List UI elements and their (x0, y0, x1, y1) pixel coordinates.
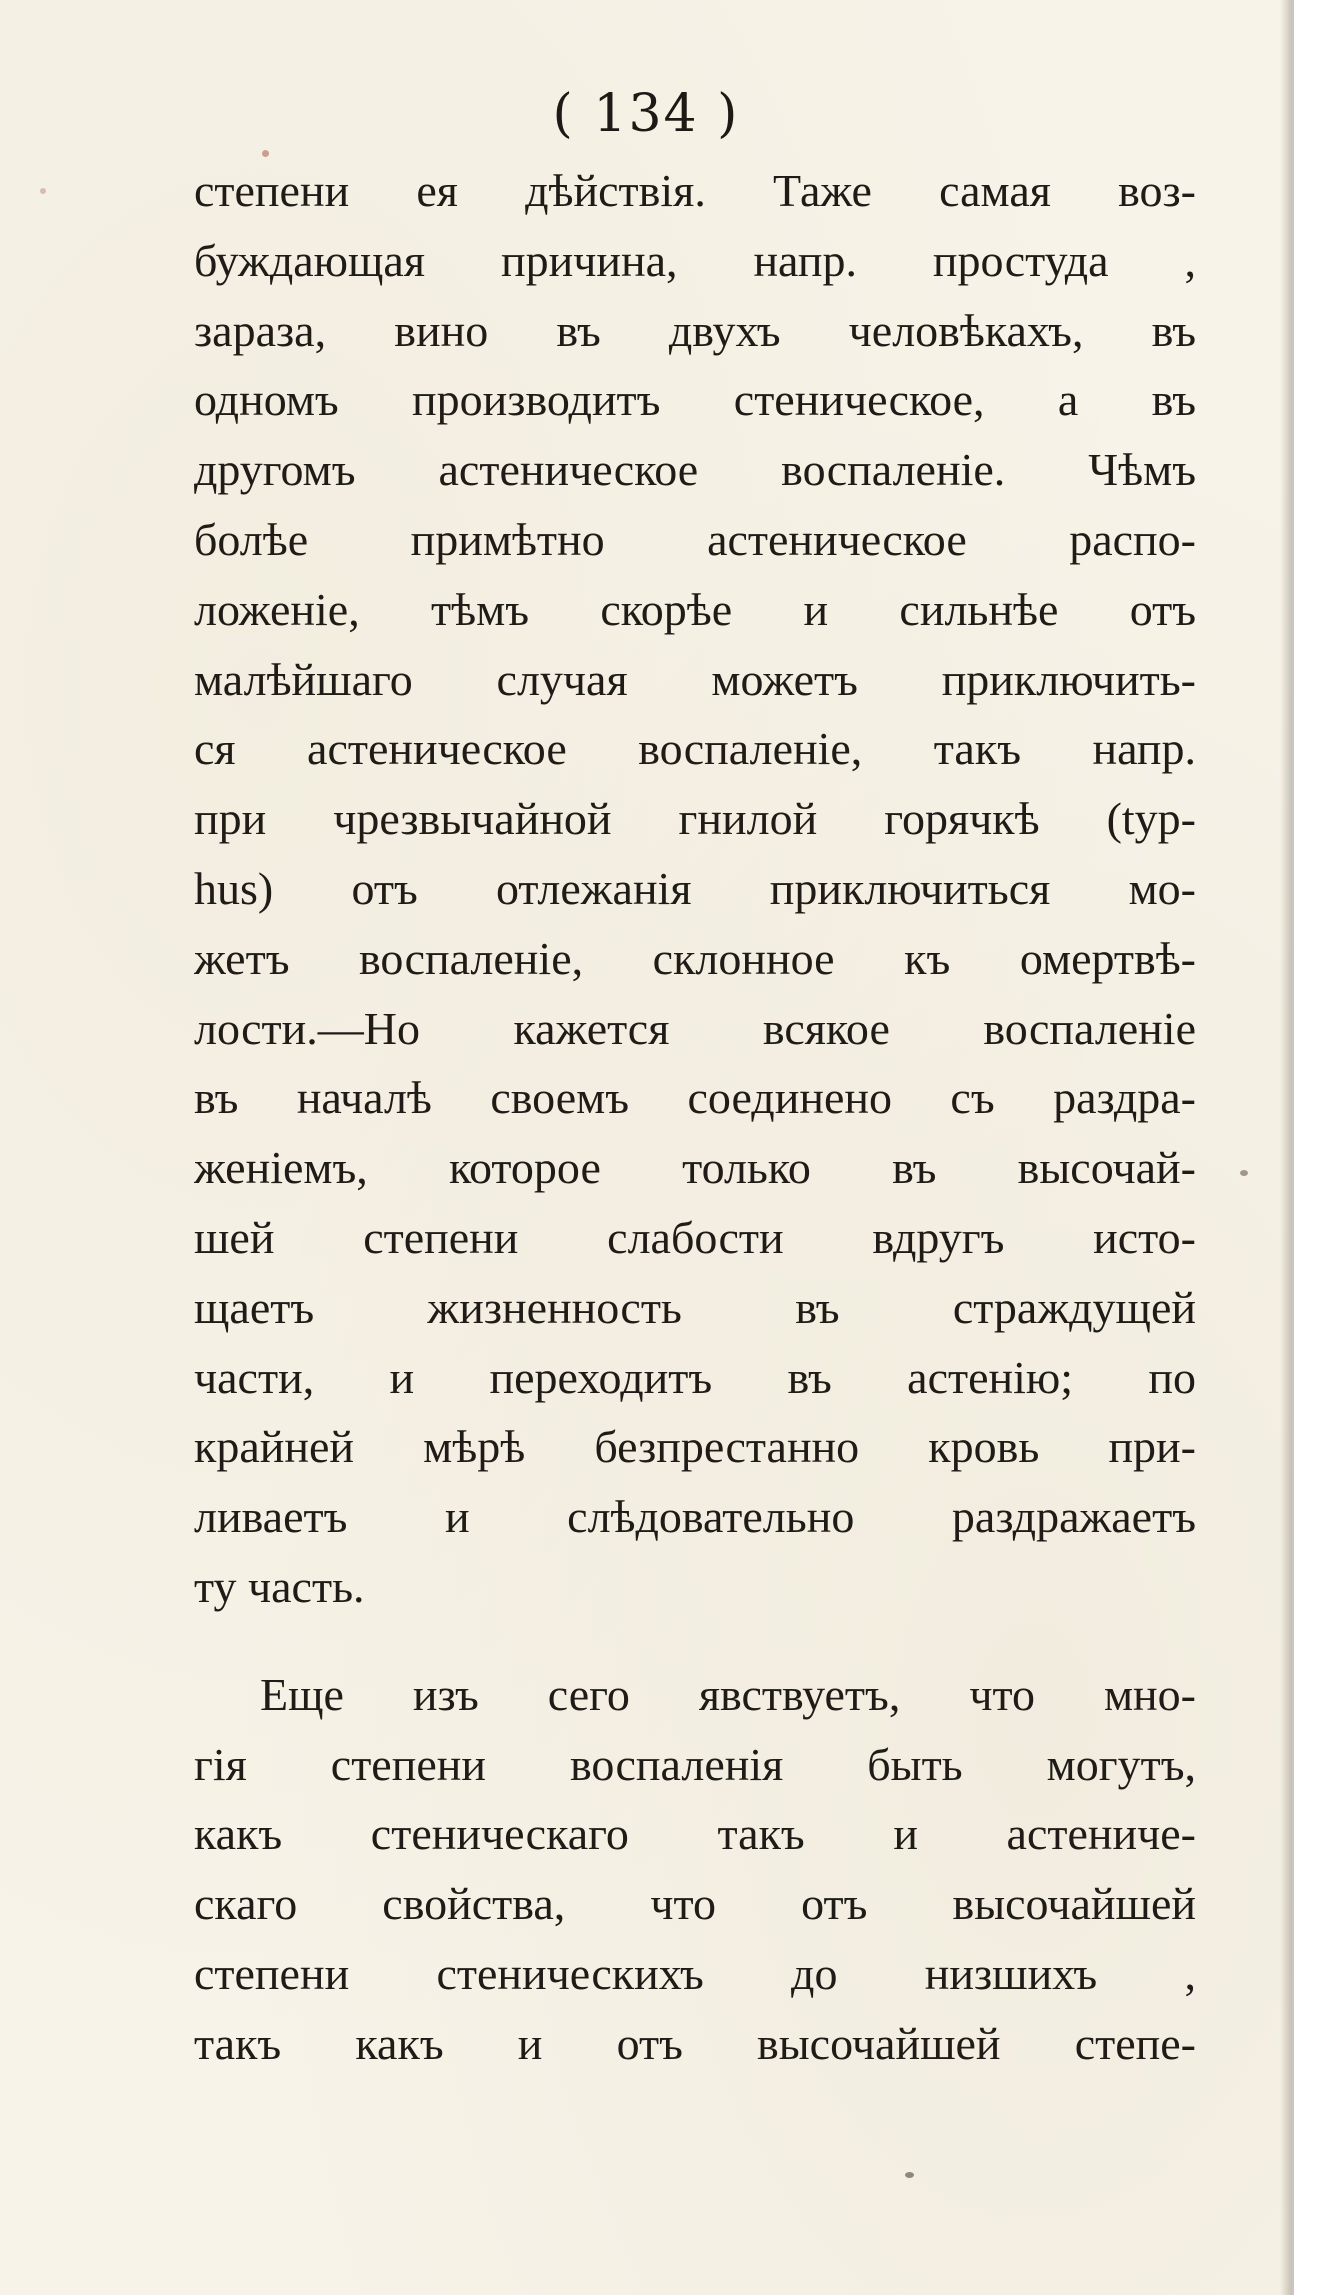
page-number: ( 134 ) (552, 84, 740, 144)
paper-speck (40, 188, 46, 194)
page-edge-shadow (1280, 0, 1294, 2295)
text-line: ложеніе, тѣмъ скорѣе и сильнѣе отъ (194, 583, 1196, 635)
text-line: ливаетъ и слѣдовательно раздражаетъ (194, 1491, 1196, 1543)
paper-speck (1240, 1170, 1248, 1176)
text-line: другомъ астеническое воспаленіе. Чѣмъ (194, 444, 1196, 496)
paragraph-1 (194, 156, 1196, 1622)
paragraph-2 (194, 1660, 1196, 2079)
paper-speck (262, 150, 269, 157)
text-line: ся астеническое воспаленіе, такъ напр. (194, 723, 1196, 775)
text-line: жетъ воспаленіе, склонное къ омертвѣ- (194, 932, 1196, 984)
text-line: зараза, вино въ двухъ человѣкахъ, въ (194, 304, 1196, 356)
text-line: женіемъ, которое только въ высочай- (194, 1142, 1196, 1194)
text-line: шей степени слабости вдругъ исто- (194, 1211, 1196, 1263)
text-line: крайней мѣрѣ безпрестанно кровь при- (194, 1421, 1196, 1473)
text-line: Еще изъ сего явствуетъ, что мно- (260, 1668, 1196, 1720)
text-line: при чрезвычайной гнилой горячкѣ (typ- (194, 793, 1196, 845)
page-body-text (194, 156, 1196, 2079)
text-line: малѣйшаго случая можетъ приключить- (194, 653, 1196, 705)
text-line: такъ какъ и отъ высочайшей степе- (194, 2017, 1196, 2069)
text-line: какъ стеническаго такъ и астениче- (194, 1808, 1196, 1860)
text-line: скаго свойства, что отъ высочайшей (194, 1878, 1196, 1930)
text-line: hus) отъ отлежанія приключиться мо- (194, 862, 1196, 914)
paragraph-gap (194, 1622, 1196, 1660)
text-line: буждающая причина, напр. простуда , (194, 234, 1196, 286)
text-line: гія степени воспаленія быть могутъ, (194, 1738, 1196, 1790)
text-line: степени стеническихъ до низшихъ , (194, 1947, 1196, 1999)
text-line: лости.—Но кажется всякое воспаленіе (194, 1002, 1196, 1054)
text-line: щаетъ жизненность въ страждущей (194, 1281, 1196, 1333)
text-line: въ началѣ своемъ соединено съ раздра- (194, 1072, 1196, 1124)
text-line: степени ея дѣйствія. Таже самая воз- (194, 165, 1196, 216)
text-line: части, и переходитъ въ астенію; по (194, 1351, 1196, 1403)
paper-speck (905, 2172, 914, 2178)
text-line: болѣе примѣтно астеническое распо- (194, 513, 1196, 565)
text-line: ту часть. (194, 1560, 365, 1612)
text-line: одномъ производитъ стеническое, а въ (194, 374, 1196, 426)
